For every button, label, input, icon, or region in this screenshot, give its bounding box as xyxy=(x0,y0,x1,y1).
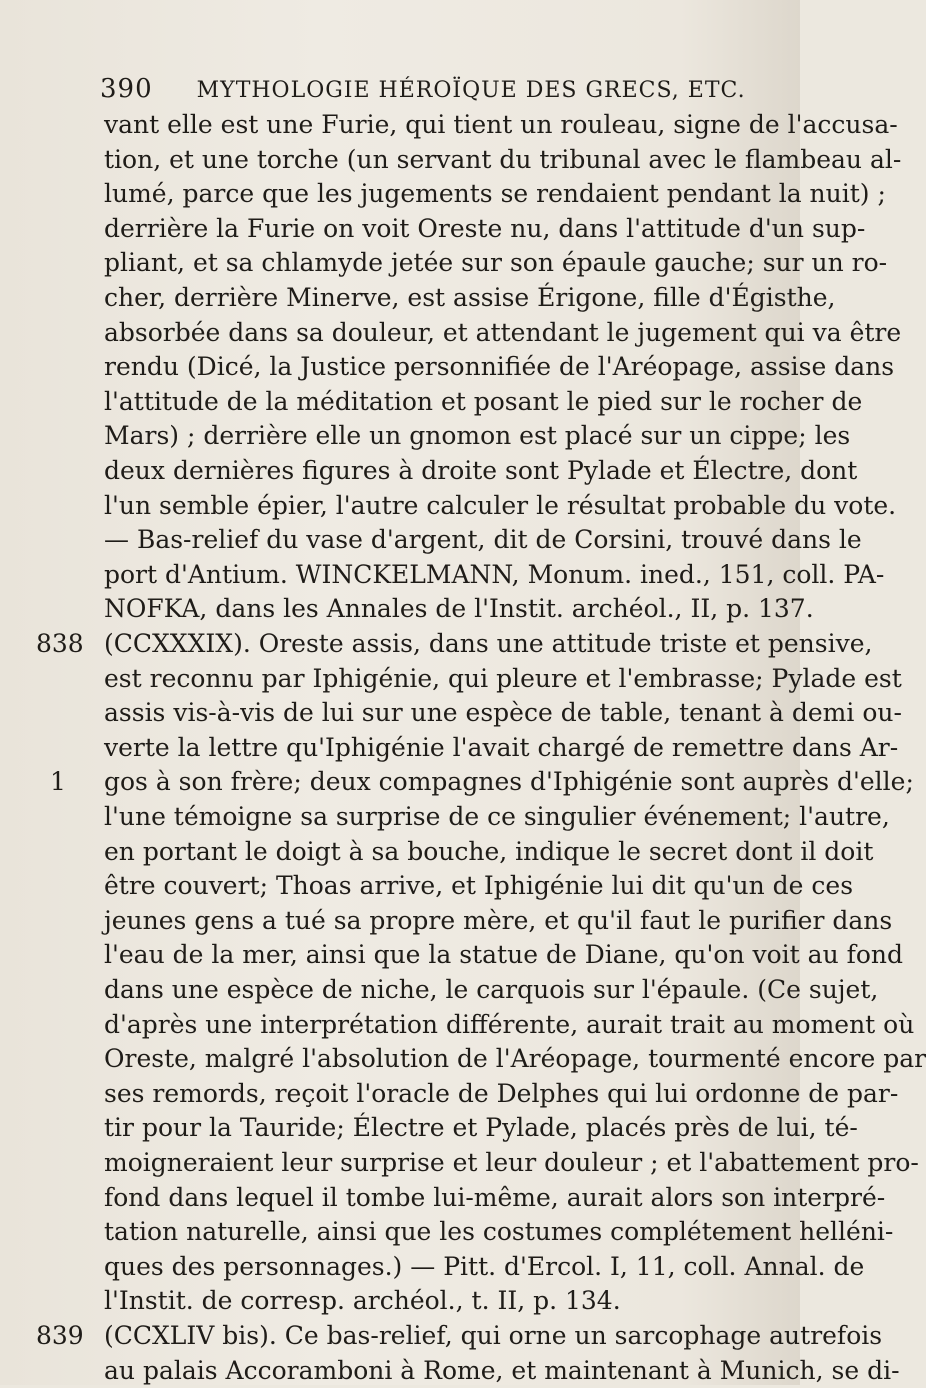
text-line: (CCXLIV bis). Ce bas-relief, qui orne un sarcophage autrefois xyxy=(104,1321,883,1350)
text-line: — Bas-relief du vase d'argent, dit de Corsini, trouvé dans le xyxy=(104,525,862,555)
text-line: gos à son frère; deux compagnes d'Iphigénie sont auprès d'elle; xyxy=(104,767,914,797)
margin-mark: 1 xyxy=(50,767,66,797)
text-line: d'après une interprétation différente, aurait trait au moment où xyxy=(104,1009,915,1039)
text-line: tir pour la Tauride; Électre et Pylade, placés près de lui, té- xyxy=(104,1113,858,1143)
text-line: est reconnu par Iphigénie, qui pleure et l'embrasse; Pylade est xyxy=(104,663,902,693)
text-line: vant elle est une Furie, qui tient un rouleau, signe de l'accusa- xyxy=(104,110,898,139)
text-line: absorbée dans sa douleur, et attendant le jugement qui va être xyxy=(104,317,902,347)
text-line: en portant le doigt à sa bouche, indique le secret dont il doit xyxy=(104,836,874,866)
text-line: NOFKA, dans les Annales de l'Instit. archéol., II, p. 137. xyxy=(104,594,814,624)
text-line: Mars) ; derrière elle un gnomon est placé sur un cippe; les xyxy=(104,421,851,451)
text-line: derrière la Furie on voit Oreste nu, dans l'attitude d'un sup- xyxy=(104,213,866,243)
text-line: tation naturelle, ainsi que les costumes complétement helléni- xyxy=(104,1217,894,1247)
text-line: verte la lettre qu'Iphigénie l'avait chargé de remettre dans Ar- xyxy=(104,732,899,762)
text-line: moigneraient leur surprise et leur douleur ; et l'abattement pro- xyxy=(104,1148,919,1177)
text-line: l'un semble épier, l'autre calculer le résultat probable du vote. xyxy=(104,490,897,520)
text-line: assis vis-à-vis de lui sur une espèce de table, tenant à demi ou- xyxy=(104,698,902,728)
text-line: pliant, et sa chlamyde jetée sur son épaule gauche; sur un ro- xyxy=(104,248,888,278)
text-line: l'eau de la mer, ainsi que la statue de Diane, qu'on voit au fond xyxy=(104,940,904,970)
text-line: être couvert; Thoas arrive, et Iphigénie lui dit qu'un de ces xyxy=(104,871,854,901)
text-line: (CCXXXIX). Oreste assis, dans une attitude triste et pensive, xyxy=(104,629,873,658)
text-line: ques des personnages.) — Pitt. d'Ercol. I, 11, coll. Annal. de xyxy=(104,1251,865,1281)
text-line: dans une espèce de niche, le carquois sur l'épaule. (Ce sujet, xyxy=(104,975,879,1004)
text-line: rendu (Dicé, la Justice personnifiée de l'Aréopage, assise dans xyxy=(104,352,895,382)
page-header xyxy=(100,74,746,110)
text-line: deux dernières figures à droite sont Pylade et Électre, dont xyxy=(104,456,858,485)
text-line: tion, et une torche (un servant du tribunal avec le flambeau al- xyxy=(104,144,902,174)
text-line: port d'Antium. WINCKELMANN, Monum. ined., 151, coll. PA- xyxy=(104,559,885,589)
text-line: fond dans lequel il tombe lui-même, aurait alors son interpré- xyxy=(104,1182,886,1212)
text-line: l'une témoigne sa surprise de ce singulier événement; l'autre, xyxy=(104,802,890,831)
text-line: Oreste, malgré l'absolution de l'Aréopage, tourmenté encore par xyxy=(104,1044,926,1074)
text-line: l'attitude de la méditation et posant le pied sur le rocher de xyxy=(104,386,863,416)
text-line: cher, derrière Minerve, est assise Érigone, fille d'Égisthe, xyxy=(104,283,836,312)
text-line: ses remords, reçoit l'oracle de Delphes qui lui ordonne de par- xyxy=(104,1078,899,1108)
text-line: l'Instit. de corresp. archéol., t. II, p. 134. xyxy=(104,1286,621,1316)
margin-number-839: 839 xyxy=(36,1321,84,1350)
text-line: lumé, parce que les jugements se rendaient pendant la nuit) ; xyxy=(104,179,886,209)
running-title: MYTHOLOGIE HÉROÏQUE DES GRECS, ETC. xyxy=(196,78,746,103)
text-line: au palais Accoramboni à Rome, et maintenant à Munich, se di- xyxy=(104,1355,900,1385)
margin-number-838: 838 xyxy=(36,629,84,658)
text-line: jeunes gens a tué sa propre mère, et qu'il faut le purifier dans xyxy=(104,905,893,935)
page-number: 390 xyxy=(100,74,153,104)
